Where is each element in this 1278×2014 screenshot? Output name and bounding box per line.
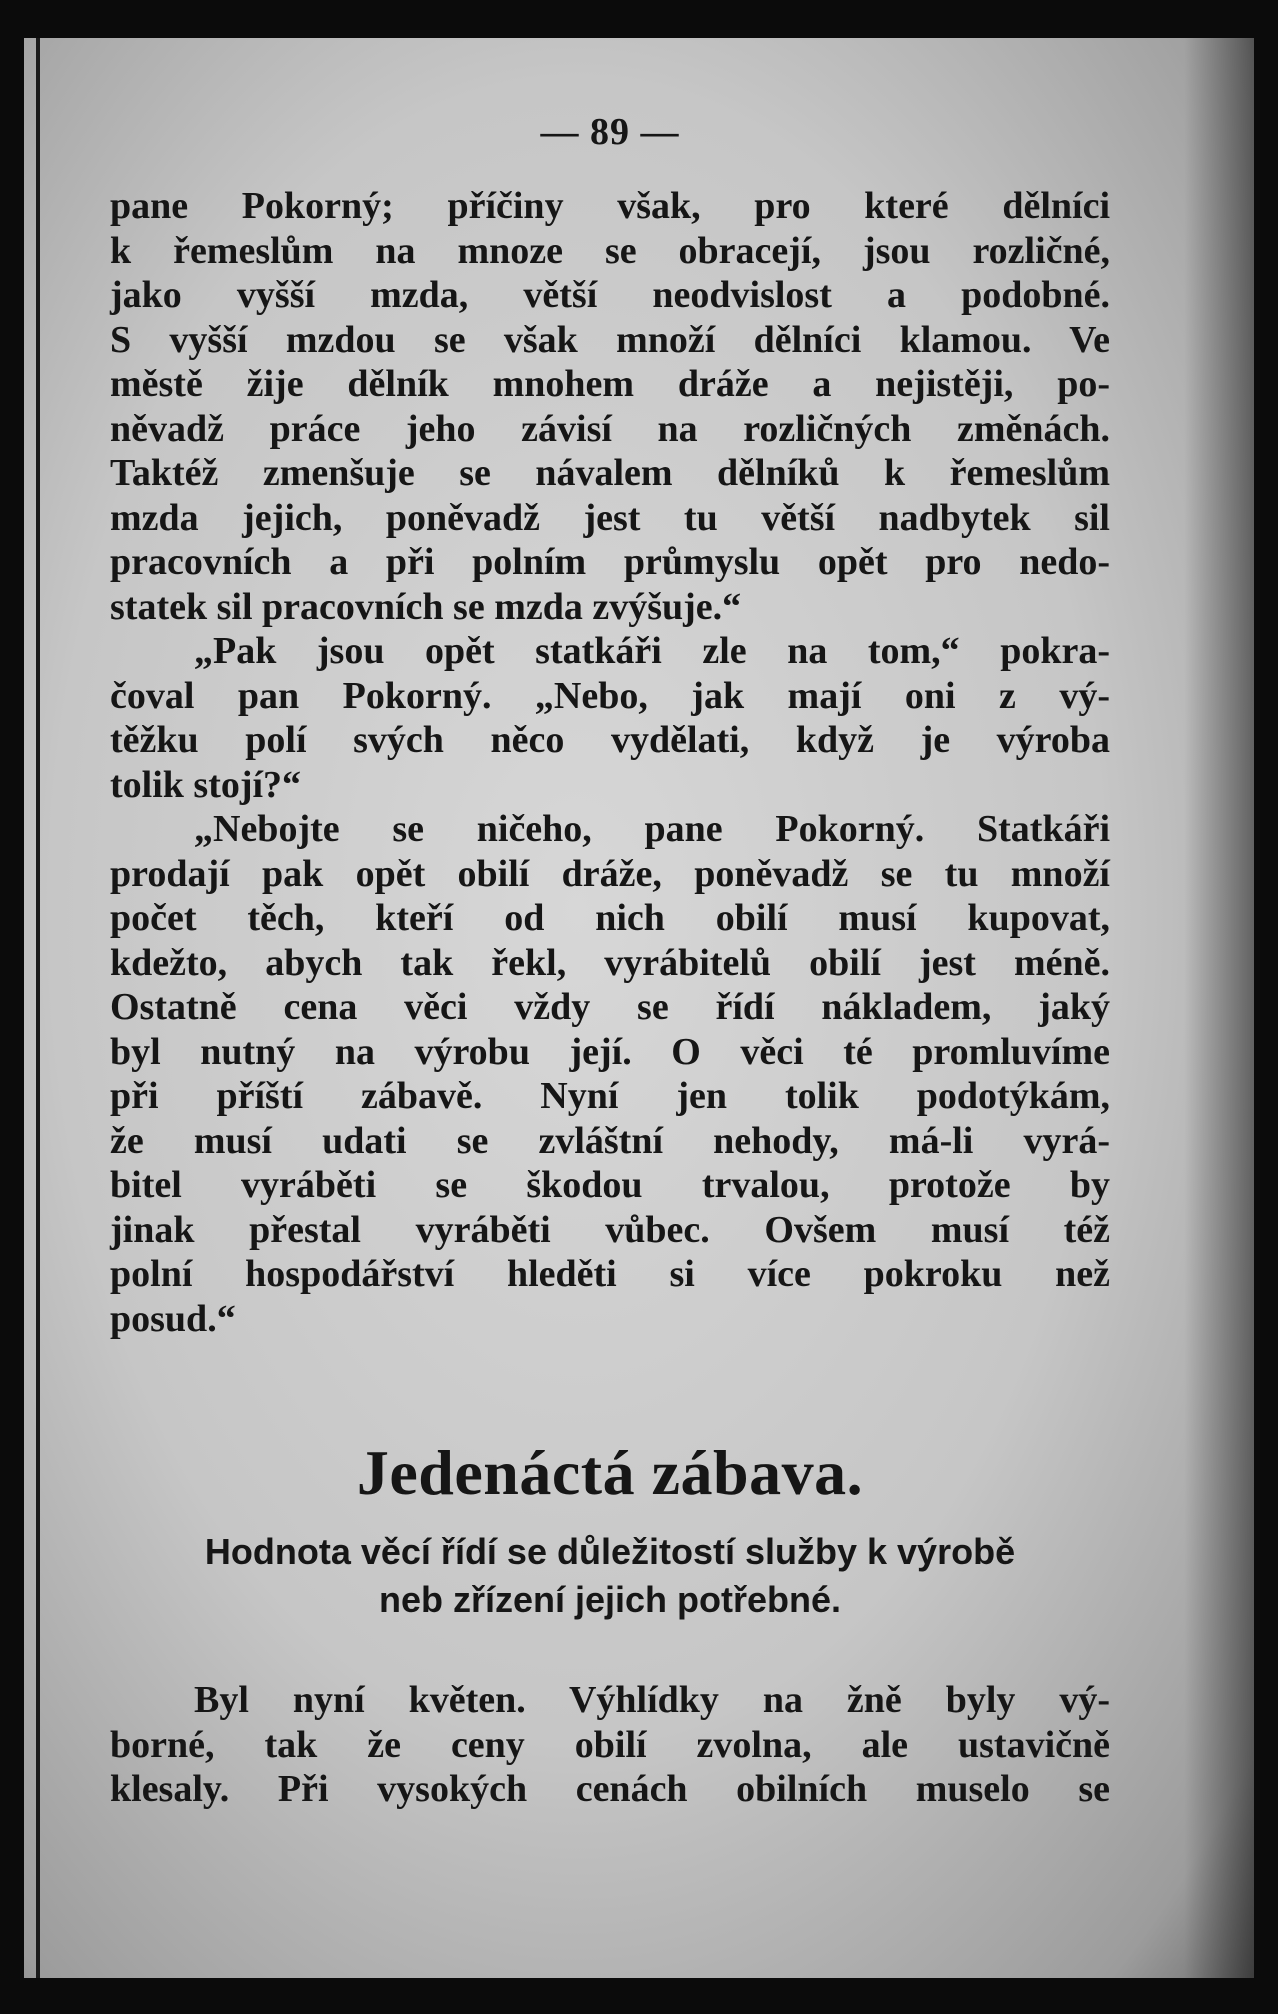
paragraph-1 [110, 184, 1110, 629]
text-line: Ostatně cena věci vždy se řídí nákladem, jaký [110, 986, 1110, 1028]
text-line: kdežto, abych tak řekl, vyrábitelů obilí jest méně. [110, 941, 1110, 984]
page-shadow [1184, 38, 1254, 1978]
text-line: posud.“ [110, 1297, 236, 1340]
text-line: S vyšší mzdou se však množí dělníci klamou. Ve [110, 318, 1110, 361]
text-line: pracovních a při polním průmyslu opět pro nedo- [110, 541, 1110, 583]
text-line: tolik stojí?“ [110, 763, 302, 806]
text-line: „Nebojte se ničeho, pane Pokorný. Statkáři [194, 808, 1110, 850]
text-line: Byl nyní květen. Výhlídky na žně byly vý- [194, 1679, 1110, 1721]
page-number: — 89 — [540, 111, 680, 153]
text-line: polní hospodářství hleděti si více pokroku než [110, 1253, 1110, 1295]
text-line: prodají pak opět obilí dráže, poněvadž se tu množí [110, 852, 1110, 895]
chapter-title: Jedenáctá zábava. [356, 1437, 864, 1508]
text-line: k řemeslům na mnoze se obracejí, jsou rozličné, [110, 229, 1110, 272]
text-line: mzda jejich, poněvadž jest tu větší nadbytek sil [110, 496, 1110, 539]
text-line: klesaly. Při vysokých cenách obilních muselo se [110, 1768, 1110, 1810]
text-line: něvadž práce jeho závisí na rozličných změnách. [110, 407, 1110, 450]
text-line: „Pak jsou opět statkáři zle na tom,“ pokra- [194, 630, 1110, 672]
text-line: čoval pan Pokorný. „Nebo, jak mají oni z vý- [110, 674, 1110, 717]
text-line: jinak přestal vyráběti vůbec. Ovšem musí též [110, 1208, 1110, 1251]
text-line: borné, tak že ceny obilí zvolna, ale ustavičně [110, 1723, 1110, 1766]
text-line: Taktéž zmenšuje se návalem dělníků k řemeslům [110, 452, 1110, 494]
text-line: počet těch, kteří od nich obilí musí kupovat, [110, 897, 1110, 939]
text-line: jako vyšší mzda, větší neodvislost a podobné. [110, 274, 1110, 316]
text-line: městě žije dělník mnohem dráže a nejistěji, po- [110, 363, 1110, 405]
text-line: byl nutný na výrobu její. O věci té promluvíme [110, 1030, 1110, 1073]
text-line: pane Pokorný; příčiny však, pro které dělníci [110, 185, 1110, 227]
text-line: statek sil pracovních se mzda zvýšuje.“ [110, 585, 742, 628]
chapter-subtitle [110, 1528, 1110, 1624]
paragraph-2 [110, 629, 1110, 807]
page-edge-line [36, 38, 40, 1978]
book-page [24, 38, 1254, 1978]
paragraph-3 [110, 807, 1110, 1341]
text-line: že musí udati se zvláštní nehody, má-li vyrá- [110, 1119, 1110, 1162]
text-line: při příští zábavě. Nyní jen tolik podotýkám, [110, 1075, 1110, 1117]
text-line: bitel vyráběti se škodou trvalou, protože by [110, 1164, 1110, 1206]
paragraph-4 [110, 1678, 1110, 1812]
subtitle-line: neb zřízení jejich potřebné. [378, 1579, 842, 1620]
subtitle-line: Hodnota věcí řídí se důležitostí služby k výrobě [204, 1531, 1016, 1572]
text-line: těžku polí svých něco vydělati, když je výroba [110, 719, 1110, 761]
